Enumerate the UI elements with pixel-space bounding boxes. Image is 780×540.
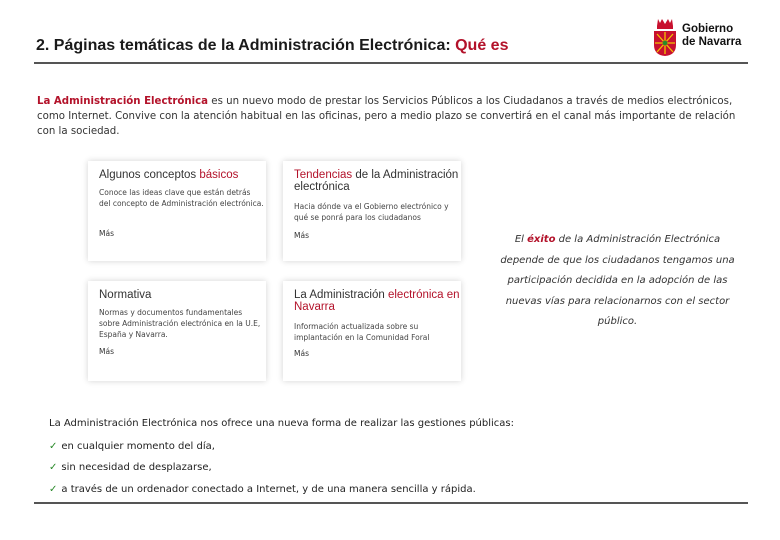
check-icon: ✓	[49, 462, 58, 473]
card-conceptos-basicos[interactable]	[88, 161, 266, 261]
success-quote: El éxito de la Administración Electrónica depende de que los ciudadanos tengamos una participación decidida en la adopción de las nuevas vías para relacionarnos con el sector público.	[500, 234, 735, 327]
card-title: La Administración electrónica en Navarra	[294, 289, 460, 313]
card-more-link[interactable]: Más	[294, 231, 309, 240]
card-more-link[interactable]: Más	[99, 229, 114, 238]
card-normativa[interactable]	[88, 281, 266, 381]
list-item: ✓ a través de un ordenador conectado a Internet, y de una manera sencilla y rápida.	[49, 484, 476, 495]
intro-highlight: La Administración Electrónica	[37, 96, 209, 107]
check-icon: ✓	[49, 484, 58, 495]
card-title: Normativa	[99, 289, 152, 301]
navarra-shield-icon	[652, 17, 678, 57]
card-description: Hacia dónde va el Gobierno electrónico y qué se ponrá para los ciudadanos	[294, 202, 449, 222]
card-more-link[interactable]: Más	[294, 349, 309, 358]
card-description: Normas y documentos fundamentales sobre Administración electrónica en la U.E, España y Navarra.	[99, 308, 261, 339]
check-icon: ✓	[49, 441, 58, 452]
card-description: Conoce las ideas clave que están detrás del concepto de Administración electrónica.	[99, 188, 264, 208]
title-highlight: Qué es	[455, 37, 509, 54]
benefits-intro: La Administración Electrónica nos ofrece una nueva forma de realizar las gestiones públicas:	[49, 418, 514, 429]
footer-divider	[34, 502, 748, 504]
card-more-link[interactable]: Más	[99, 347, 114, 356]
gobierno-navarra-logo	[652, 17, 752, 59]
list-item: ✓ en cualquier momento del día,	[49, 441, 215, 452]
header-divider	[34, 62, 748, 64]
card-description: Información actualizada sobre su implantación en la Comunidad Foral	[294, 322, 430, 342]
card-title: Tendencias de la Administración electrónica	[294, 169, 459, 193]
page-title: 2. Páginas temáticas de la Administración Electrónica: Qué es	[36, 37, 509, 54]
list-item: ✓ sin necesidad de desplazarse,	[49, 462, 212, 473]
logo-text: Gobierno de Navarra	[682, 23, 742, 48]
intro-paragraph: La Administración Electrónica es un nuevo modo de prestar los Servicios Públicos a los Ciudadanos a través de medios electrónicos, como Internet. Convive con la atención habitual en las oficinas, pero a medio plazo se convertirá en el canal más importante de relación con la sociedad.	[37, 96, 736, 137]
card-administracion-navarra[interactable]	[283, 281, 461, 381]
card-title: Algunos conceptos básicos	[99, 169, 239, 181]
quote-highlight: éxito	[527, 234, 556, 245]
card-tendencias[interactable]	[283, 161, 461, 261]
